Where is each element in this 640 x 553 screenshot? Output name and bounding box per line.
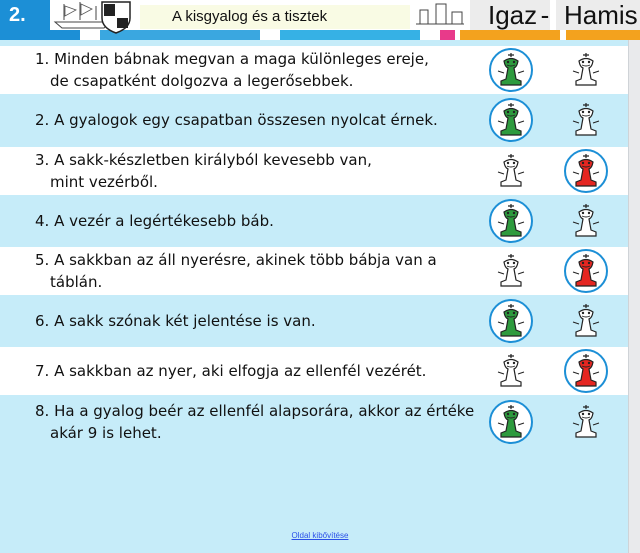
statement-row: [0, 97, 628, 143]
true-column-label: Igaz: [470, 0, 550, 30]
false-answer-selected-icon[interactable]: [563, 148, 609, 194]
statement-line-1: 3. A sakk-készletben királyból kevesebb van,: [35, 151, 372, 169]
label-separator: -: [540, 0, 550, 30]
castle-sketch-icon: [412, 0, 470, 30]
statement-text: [35, 249, 437, 293]
statement-row: [0, 298, 628, 344]
true-answer-selected-icon[interactable]: [488, 298, 534, 344]
topic-title: A kisgyalog és a tisztek: [140, 5, 410, 29]
false-answer-selected-icon[interactable]: [563, 248, 609, 294]
statement-row: [0, 398, 628, 446]
statement-text: [35, 48, 429, 92]
statement-text: [35, 210, 274, 232]
false-column-label: Hamis: [556, 0, 640, 30]
false-answer-option-icon[interactable]: [563, 298, 609, 344]
statement-row: [0, 198, 628, 244]
false-answer-option-icon[interactable]: [563, 399, 609, 445]
true-answer-option-icon[interactable]: [488, 248, 534, 294]
statement-line-2: mint vezérből.: [50, 173, 158, 191]
statement-text: [35, 149, 372, 193]
true-answer-selected-icon[interactable]: [488, 97, 534, 143]
statement-line-1: 4. A vezér a legértékesebb báb.: [35, 212, 274, 230]
chess-shield-logo-icon: [96, 0, 136, 34]
false-answer-option-icon[interactable]: [563, 97, 609, 143]
statement-line-1: 6. A sakk szónak két jelentése is van.: [35, 312, 316, 330]
statement-row: [0, 247, 628, 295]
header-bar: [0, 0, 640, 40]
statement-text: [35, 310, 316, 332]
false-answer-option-icon[interactable]: [563, 47, 609, 93]
svg-text:J: J: [116, 8, 119, 16]
statement-text: [35, 109, 438, 131]
true-answer-option-icon[interactable]: [488, 148, 534, 194]
true-answer-selected-icon[interactable]: [488, 47, 534, 93]
expand-page-link[interactable]: Oldal kibővítése: [291, 531, 349, 540]
page-right-edge: [628, 40, 640, 553]
statement-text: [35, 400, 474, 444]
statement-line-1: 7. A sakkban az nyer, aki elfogja az ellenfél vezérét.: [35, 362, 427, 380]
statement-text: [35, 360, 426, 382]
statement-line-1: 5. A sakkban az áll nyerésre, akinek több bábja van a: [35, 251, 437, 269]
statement-row: [0, 46, 628, 94]
true-answer-option-icon[interactable]: [488, 348, 534, 394]
task-number: 2.: [0, 0, 50, 30]
statement-row: [0, 147, 628, 195]
statement-line-1: 8. Ha a gyalog beér az ellenfél alapsorára, akkor az értéke: [35, 402, 475, 420]
true-answer-selected-icon[interactable]: [488, 399, 534, 445]
true-answer-selected-icon[interactable]: [488, 198, 534, 244]
statement-line-2: de csapatként dolgozva a legerősebbek.: [50, 72, 354, 90]
false-answer-selected-icon[interactable]: [563, 348, 609, 394]
statement-line-1: 2. A gyalogok egy csapatban összesen nyolcat érnek.: [35, 111, 438, 129]
statement-row: [0, 347, 628, 395]
statement-line-2: akár 9 is lehet.: [50, 424, 162, 442]
statement-line-1: 1. Minden bábnak megvan a maga különleges ereje,: [35, 50, 429, 68]
statement-line-2: táblán.: [50, 273, 103, 291]
false-answer-option-icon[interactable]: [563, 198, 609, 244]
